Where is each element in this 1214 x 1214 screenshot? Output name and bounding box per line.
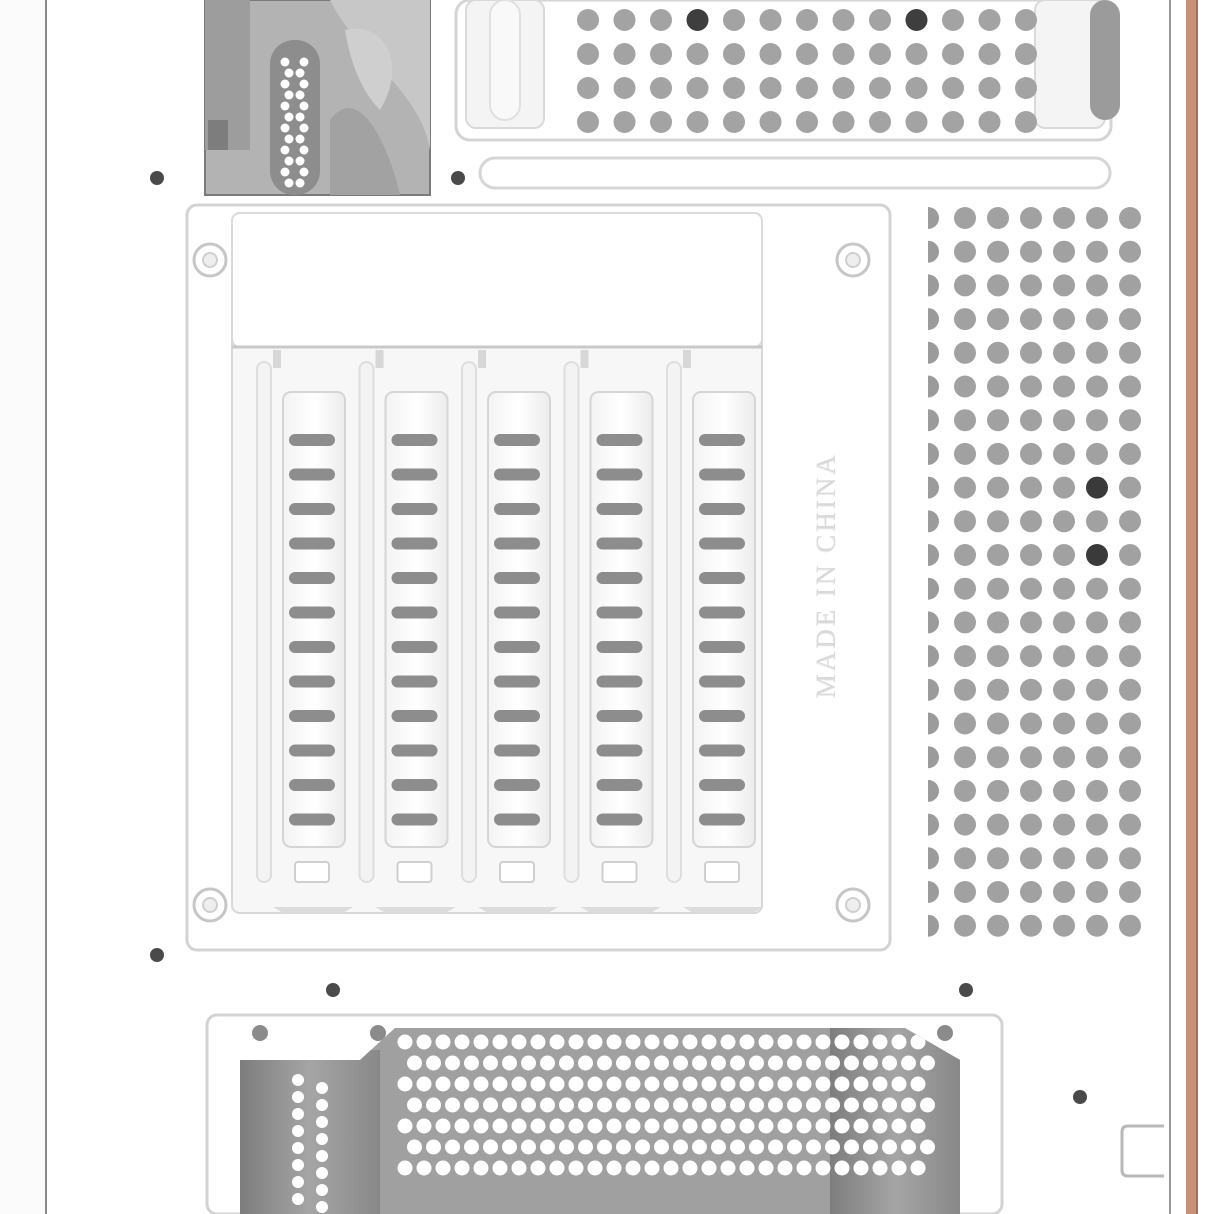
expansion-slot-bracket <box>187 205 890 950</box>
right-vent-grid <box>915 205 1141 945</box>
fan-mount-bracket <box>270 40 320 195</box>
top-vent-panel <box>456 0 1120 188</box>
marking-text: MADE IN CHINA <box>811 452 841 698</box>
top-fan-bracket <box>205 0 430 195</box>
psu-shroud <box>207 1015 1002 1214</box>
case-left-edge <box>0 0 46 1214</box>
made-in-china-marking <box>796 440 856 710</box>
